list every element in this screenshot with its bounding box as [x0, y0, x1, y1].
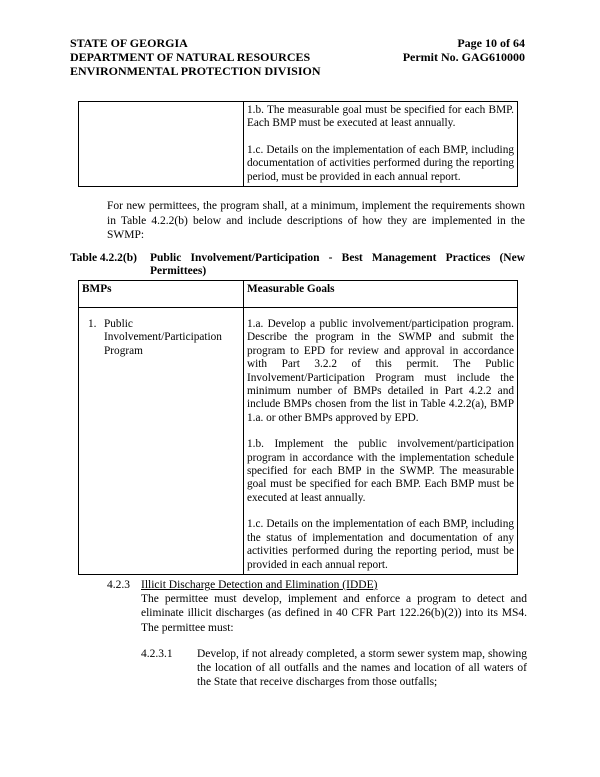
goal-1a: 1.a. Develop a public involvement/participation program. Describe the program in the SWMP and submit the program to EPD for review and approval in accordance with Part 3.2.2 of this permit. The Public Involvement/Participation Program must include the minimum number of BMPs detailed in Part 4.2.2 and include BMPs chosen from the list in Table 4.2.2(a), BMP 1.a. or other BMPs approved by EPD. [247, 318, 514, 424]
page-header [70, 36, 525, 78]
continued-goals-cell [244, 102, 518, 187]
bmp-cell [79, 308, 244, 575]
table-row [79, 308, 518, 575]
section-4-2-3 [107, 578, 527, 635]
header-permit-number: Permit No. GAG610000 [402, 50, 525, 64]
section-number: 4.2.3 [107, 579, 130, 591]
section-title: Illicit Discharge Detection and Elimination (IDDE) [141, 579, 378, 591]
bmp-table [78, 280, 518, 575]
section-body: The permittee must develop, implement and enforce a program to detect and eliminate illicit discharges (as defined in 40 CFR Part 122.26(b)(2)) into its MS4. The permittee must: [141, 593, 527, 634]
header-division: ENVIRONMENTAL PROTECTION DIVISION [70, 64, 321, 78]
subsection-number: 4.2.3.1 [141, 648, 173, 660]
bmp-table-header [79, 281, 518, 308]
goal-1c: 1.c. Details on the implementation of each BMP, including the status of implementation and documentation of any activities performed during the reporting period, must be provided in each annual report. [247, 518, 514, 571]
continued-bmp-cell [79, 102, 244, 187]
goals-cell [244, 308, 518, 575]
header-state: STATE OF GEORGIA [70, 36, 188, 50]
table-caption-label: Table 4.2.2(b) [70, 252, 137, 264]
goal-1c-top: 1.c. Details on the implementation of each BMP, including documentation of activities performed during the reporting period, must be provided in each annual report. [247, 143, 514, 183]
bmp-number: 1. [88, 318, 97, 330]
continued-table [78, 101, 518, 187]
header-page-number: Page 10 of 64 [457, 36, 525, 50]
bmp-name: Public Involvement/Participation Program [104, 318, 222, 357]
intro-paragraph: For new permittees, the program shall, at a minimum, implement the requirements shown in Table 4.2.2(b) below and include descriptions of how they are implemented in the SWMP: [107, 200, 525, 241]
table-caption-text: Public Involvement/Participation - Best Management Practices (New Permittees) [150, 252, 525, 277]
col-header-goals: Measurable Goals [244, 281, 518, 308]
goal-1b: 1.b. Implement the public involvement/participation program in accordance with the implementation schedule specified for each BMP in the SWMP. The measurable goal must be specified for each BMP. Each BMP must be executed at least annually. [247, 438, 514, 504]
subsection-text: Develop, if not already completed, a storm sewer system map, showing the location of all outfalls and the names and location of all waters of the State that receive discharges from those outfalls; [197, 648, 527, 689]
header-department: DEPARTMENT OF NATURAL RESOURCES [70, 50, 311, 64]
col-header-bmps: BMPs [79, 281, 244, 308]
subsection-4-2-3-1 [141, 647, 527, 690]
table-caption [70, 252, 525, 278]
goal-1b-top: 1.b. The measurable goal must be specified for each BMP. Each BMP must be executed at least annually. [247, 104, 514, 130]
